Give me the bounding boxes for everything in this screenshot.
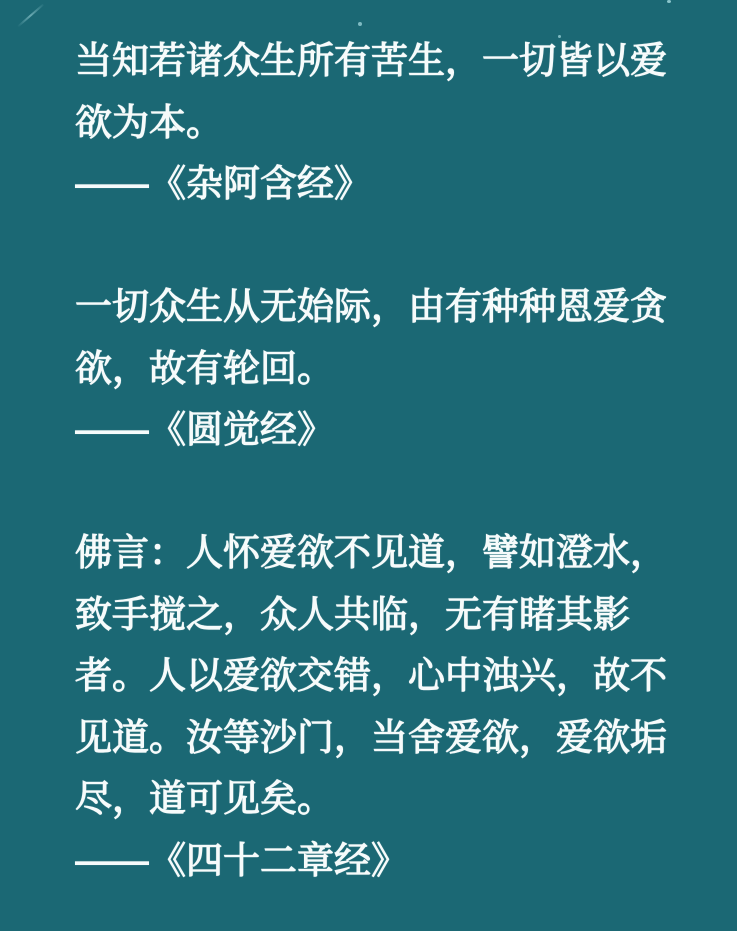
quote-line: 佛言：人怀爱欲不见道，譬如澄水，: [75, 532, 667, 573]
dust-dot: [667, 0, 671, 3]
quote-section-yuanjue-jing: [75, 276, 677, 461]
quotes-content: [75, 30, 677, 891]
quote-section-za-ahan-jing: [75, 30, 677, 215]
quote-line: 致手搅之，众人共临，无有睹其影: [75, 593, 630, 635]
dust-dot: [358, 22, 362, 26]
quote-line: 见道。汝等沙门，当舍爱欲，爱欲垢: [75, 716, 667, 758]
quote-section-sishierzhang-jing: [75, 522, 677, 891]
quote-line: 欲，故有轮回。: [75, 347, 334, 389]
quote-line: 者。人以爱欲交错，心中浊兴，故不: [75, 655, 667, 696]
quote-source: ——《杂阿含经》: [75, 163, 371, 204]
quote-source: ——《圆觉经》: [75, 409, 334, 450]
scratch-artifact: [17, 4, 44, 28]
quote-line: 尽，道可见矣。: [75, 778, 334, 819]
quote-source: ——《四十二章经》: [75, 839, 408, 881]
quote-line: 一切众生从无始际，由有种种恩爱贪: [75, 286, 667, 327]
quote-line: 欲为本。: [75, 101, 223, 143]
quote-line: 当知若诸众生所有苦生，一切皆以爱: [75, 40, 667, 81]
